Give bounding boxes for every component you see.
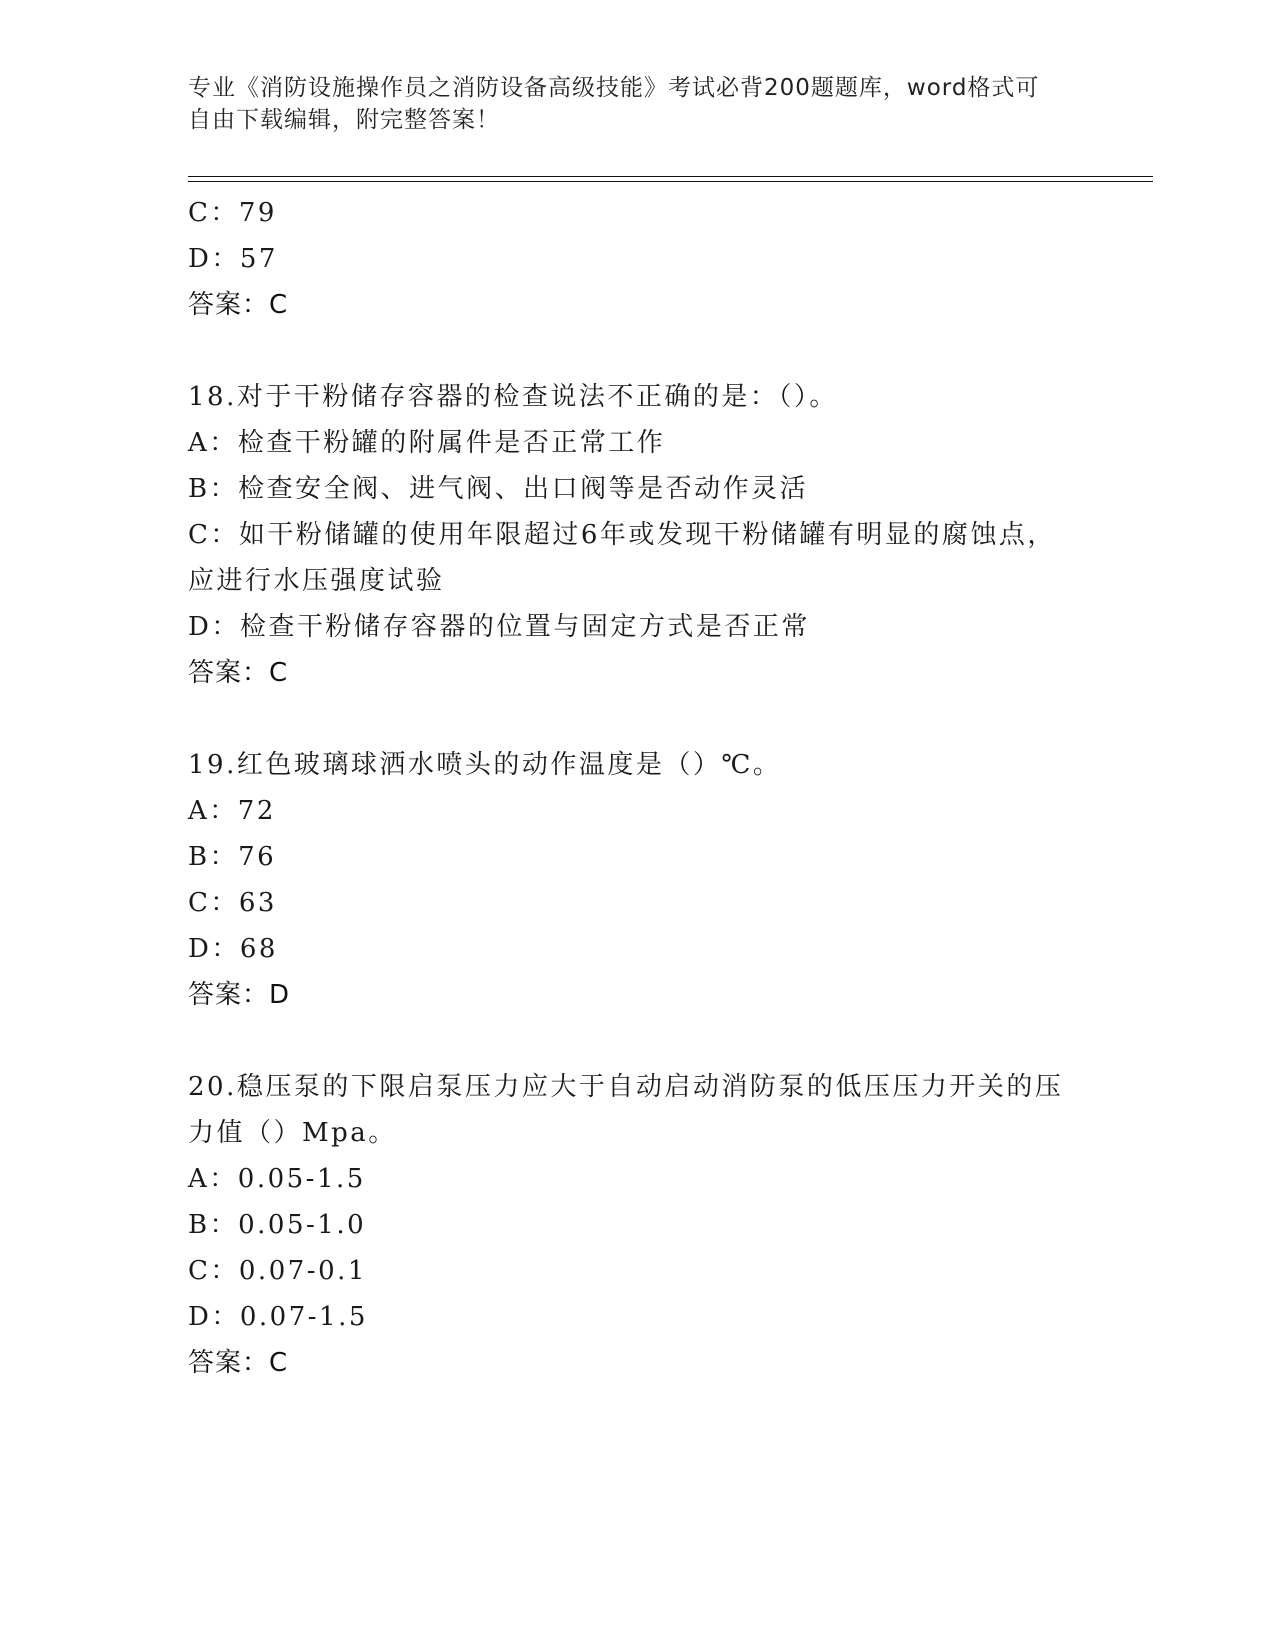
option-c-continued: 应进行水压强度试验	[188, 566, 445, 596]
question-20	[188, 1064, 1088, 1386]
option-c: C：63	[188, 888, 277, 918]
spacer	[188, 1018, 1088, 1064]
answer-line: 答案：C	[188, 290, 289, 320]
question-stem-continued: 力值（）Mpa。	[188, 1118, 397, 1148]
option-d: D：57	[188, 244, 278, 274]
spacer	[188, 328, 1088, 374]
option-d: D：0.07-1.5	[188, 1302, 368, 1332]
question-list	[188, 190, 1088, 1386]
answer-line: 答案：D	[188, 980, 291, 1010]
option-d: D：检查干粉储存容器的位置与固定方式是否正常	[188, 612, 810, 642]
question-stem: 18.对于干粉储存容器的检查说法不正确的是：（）。	[188, 382, 838, 412]
option-d: D：68	[188, 934, 278, 964]
header-line-2: 自由下载编辑，附完整答案！	[188, 107, 500, 133]
question-18	[188, 374, 1088, 696]
option-a: A：72	[188, 796, 276, 826]
option-c: C：0.07-0.1	[188, 1256, 367, 1286]
option-b: B：检查安全阀、进气阀、出口阀等是否动作灵活	[188, 474, 809, 504]
option-a: A：检查干粉罐的附属件是否正常工作	[188, 428, 666, 458]
question-17-tail	[188, 190, 1088, 328]
answer-line: 答案：C	[188, 1348, 289, 1378]
question-stem: 20.稳压泵的下限启泵压力应大于自动启动消防泵的低压压力开关的压	[188, 1072, 1064, 1102]
option-c: C：79	[188, 198, 277, 228]
option-b: B：76	[188, 842, 277, 872]
header-divider-bottom	[188, 181, 1153, 182]
header-divider-top	[188, 176, 1153, 177]
option-c: C：如干粉储罐的使用年限超过6年或发现干粉储罐有明显的腐蚀点，	[188, 520, 1056, 550]
question-stem: 19.红色玻璃球洒水喷头的动作温度是（）℃。	[188, 750, 782, 780]
answer-line: 答案：C	[188, 658, 289, 688]
option-b: B：0.05-1.0	[188, 1210, 367, 1240]
question-19	[188, 742, 1088, 1018]
spacer	[188, 696, 1088, 742]
option-a: A：0.05-1.5	[188, 1164, 366, 1194]
page-header	[188, 72, 1068, 136]
header-line-1: 专业《消防设施操作员之消防设备高级技能》考试必背200题题库，word格式可	[188, 75, 1040, 101]
